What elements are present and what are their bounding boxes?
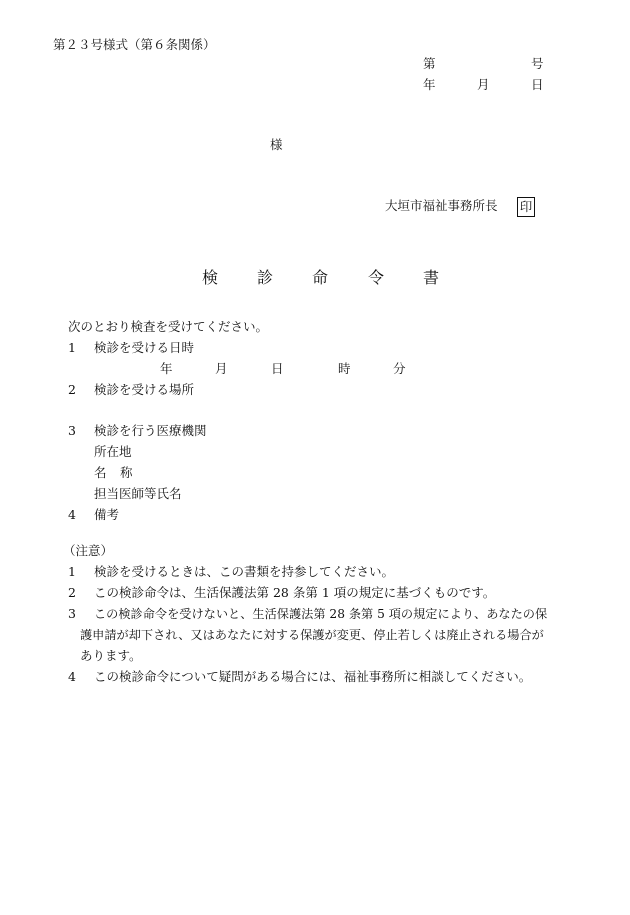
addressee-honorific: 様 (270, 137, 283, 152)
document-number-suffix: 号 (531, 56, 544, 71)
note-text: この検診命令は、生活保護法第 28 条第 1 項の規定に基づくものです。 (94, 585, 496, 600)
title-char: 令 (368, 268, 385, 287)
datetime-day: 日 (271, 361, 284, 376)
note-number: 4 (68, 669, 76, 684)
title-char: 検 (202, 268, 219, 287)
institution-name-label-a: 名 (94, 465, 107, 480)
document-number-prefix: 第 (423, 56, 436, 71)
title-char: 書 (423, 268, 440, 287)
date-month-label: 月 (477, 77, 490, 92)
note-text-line: 護申請が却下され、又はあなたに対する保護が変更、停止若しくは廃止される場合が (80, 628, 544, 642)
item-label-place: 検診を受ける場所 (94, 382, 195, 397)
note-text-line: この検診命令を受けないと、生活保護法第 28 条第 5 項の規定により、あなたの保 (94, 607, 548, 621)
datetime-month: 月 (215, 361, 228, 376)
datetime-hour: 時 (338, 361, 351, 376)
institution-address-label: 所在地 (94, 444, 132, 459)
item-label-datetime: 検診を受ける日時 (94, 340, 195, 355)
notes-heading: （注意） (63, 543, 114, 558)
datetime-year: 年 (160, 361, 173, 376)
item-number: 2 (68, 382, 76, 397)
note-number: 1 (68, 564, 76, 579)
item-number: 1 (68, 340, 76, 355)
note-text: この検診命令について疑問がある場合には、福祉事務所に相談してください。 (94, 669, 532, 684)
date-year-label: 年 (423, 77, 436, 92)
intro-text: 次のとおり検査を受けてください。 (68, 319, 269, 334)
note-number: 3 (68, 606, 76, 621)
title-char: 診 (257, 268, 274, 287)
issuer-name: 大垣市福祉事務所長 (385, 198, 498, 213)
note-text: 検診を受けるときは、この書類を持参してください。 (94, 564, 395, 579)
seal-stamp: 印 (517, 197, 535, 217)
institution-name-label-b: 称 (120, 465, 133, 480)
item-number: 4 (68, 507, 76, 522)
date-day-label: 日 (531, 77, 544, 92)
institution-doctor-label: 担当医師等氏名 (94, 486, 182, 501)
title-char: 命 (312, 268, 329, 287)
note-number: 2 (68, 585, 76, 600)
item-label-remarks: 備考 (94, 507, 120, 522)
item-number: 3 (68, 423, 76, 438)
note-text-line: あります。 (80, 648, 142, 663)
datetime-minute: 分 (393, 361, 406, 376)
item-label-institution: 検診を行う医療機関 (94, 423, 207, 438)
form-identifier: 第２３号様式（第６条関係） (53, 37, 216, 52)
